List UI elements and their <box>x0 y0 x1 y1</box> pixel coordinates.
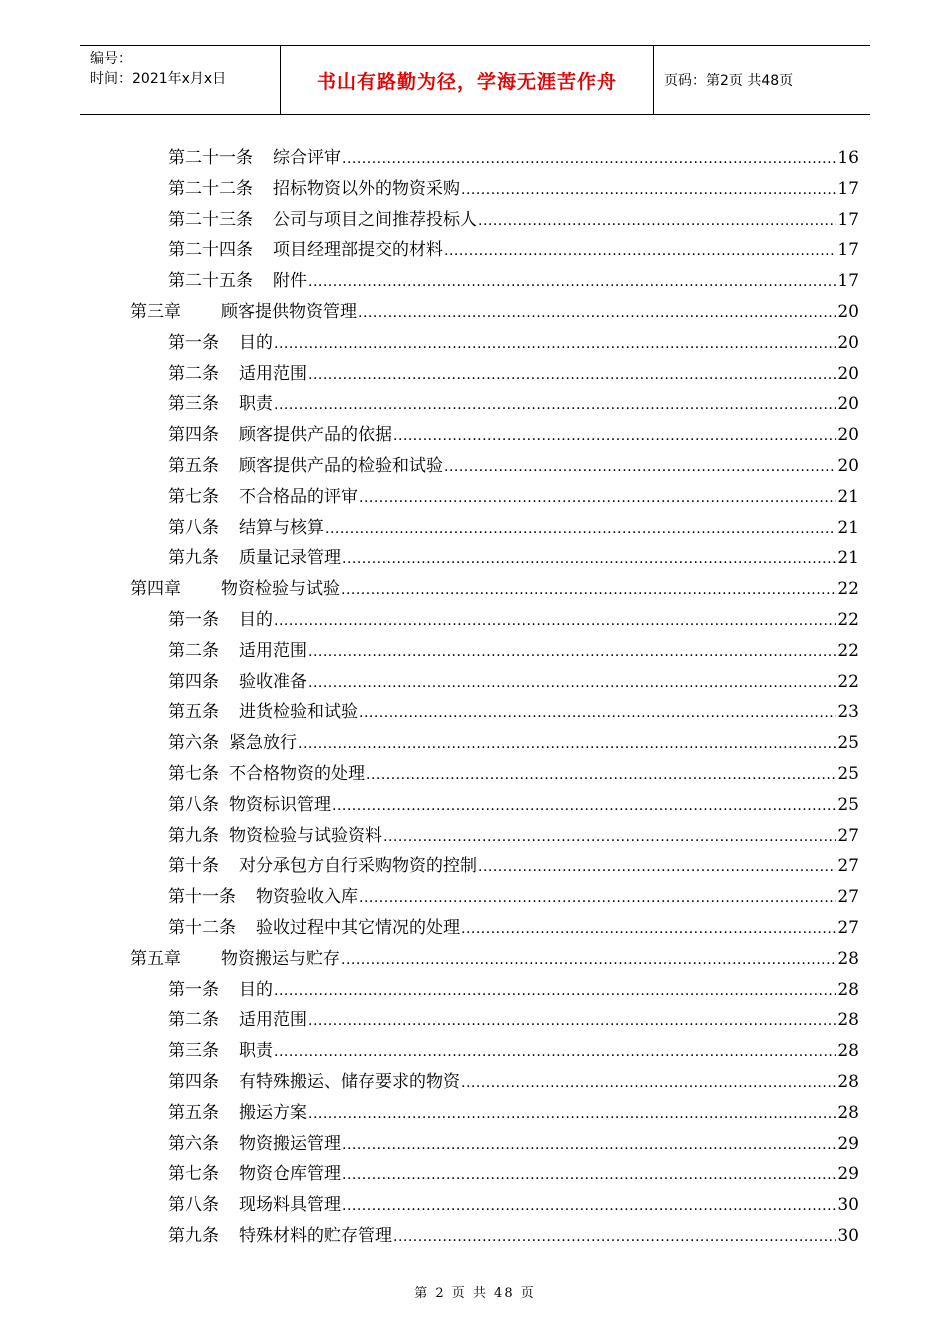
toc-entry-page: 21 <box>837 548 859 569</box>
toc-entry-title: 有特殊搬运、储存要求的物资 <box>239 1072 460 1092</box>
toc-article-entry[interactable] <box>168 1098 859 1128</box>
toc-entry-page: 27 <box>837 918 859 938</box>
toc-entry-page: 21 <box>837 517 859 538</box>
toc-entry-number: 第二十三条 <box>168 209 253 230</box>
toc-article-entry[interactable] <box>168 359 859 389</box>
toc-dot-leader <box>332 791 836 821</box>
toc-dot-leader <box>366 760 836 790</box>
toc-entry-page: 27 <box>837 887 859 908</box>
toc-entry-title: 职责 <box>239 1041 273 1062</box>
toc-article-entry[interactable] <box>168 543 859 573</box>
toc-entry-page: 22 <box>837 579 859 600</box>
toc-entry-number: 第八条 <box>168 794 219 815</box>
toc-article-entry[interactable] <box>168 728 859 758</box>
toc-dot-leader <box>393 1222 836 1252</box>
toc-article-entry[interactable] <box>168 328 859 358</box>
toc-entry-title: 物资检验与试验 <box>221 579 340 600</box>
toc-entry-title: 物资仓库管理 <box>239 1164 341 1185</box>
toc-entry-number: 第一条 <box>168 332 219 353</box>
toc-entry-page: 28 <box>837 1041 859 1062</box>
header-motto: 书山有路勤为径，学海无涯苦作舟 <box>281 46 654 114</box>
toc-dot-leader <box>461 914 836 944</box>
toc-entry-number: 第十条 <box>168 856 219 877</box>
toc-article-entry[interactable] <box>168 605 859 635</box>
toc-entry-number: 第二条 <box>168 363 219 384</box>
toc-entry-number: 第四条 <box>168 1072 219 1092</box>
toc-dot-leader <box>358 298 836 328</box>
toc-article-entry[interactable] <box>168 1159 859 1189</box>
toc-chapter-entry[interactable] <box>130 574 859 604</box>
toc-entry-title: 进货检验和试验 <box>239 702 358 723</box>
toc-entry-title: 物资标识管理 <box>229 794 331 815</box>
toc-entry-number: 第六条 <box>168 733 219 754</box>
toc-article-entry[interactable] <box>168 1129 859 1159</box>
toc-entry-page: 28 <box>837 1010 859 1031</box>
toc-entry-title: 适用范围 <box>239 640 307 661</box>
toc-article-entry[interactable] <box>168 235 859 265</box>
toc-entry-number: 第一条 <box>168 979 219 1000</box>
toc-entry-page: 29 <box>837 1133 859 1154</box>
toc-article-entry[interactable] <box>168 451 859 481</box>
toc-entry-page: 23 <box>837 702 859 723</box>
toc-entry-title: 结算与核算 <box>239 517 324 538</box>
toc-entry-number: 第三条 <box>168 394 219 415</box>
toc-article-entry[interactable] <box>168 143 859 173</box>
toc-entry-page: 20 <box>837 332 859 353</box>
toc-entry-number: 第十二条 <box>168 918 236 938</box>
toc-entry-title: 搬运方案 <box>239 1102 307 1123</box>
toc-entry-page: 28 <box>837 1102 859 1123</box>
toc-entry-number: 第七条 <box>168 1164 219 1185</box>
toc-entry-number: 第九条 <box>168 548 219 569</box>
toc-dot-leader <box>274 976 836 1006</box>
toc-entry-number: 第五条 <box>168 456 219 476</box>
toc-dot-leader <box>341 945 836 975</box>
toc-entry-number: 第六条 <box>168 1133 219 1154</box>
toc-entry-title: 职责 <box>239 394 273 415</box>
toc-article-entry[interactable] <box>168 389 859 419</box>
toc-article-entry[interactable] <box>168 697 859 727</box>
toc-entry-title: 不合格物资的处理 <box>229 764 365 784</box>
toc-entry-page: 17 <box>837 240 859 261</box>
toc-entry-number: 第五条 <box>168 702 219 723</box>
toc-entry-page: 27 <box>837 825 859 846</box>
toc-entry-title: 物资检验与试验资料 <box>229 825 382 846</box>
toc-dot-leader <box>342 144 836 174</box>
toc-article-entry[interactable] <box>168 759 859 789</box>
toc-dot-leader <box>274 390 836 420</box>
toc-dot-leader <box>274 1037 836 1067</box>
toc-entry-page: 29 <box>837 1164 859 1185</box>
toc-entry-title: 目的 <box>239 979 273 1000</box>
toc-entry-title: 目的 <box>239 610 273 630</box>
toc-dot-leader <box>274 606 836 636</box>
toc-article-entry[interactable] <box>168 667 859 697</box>
toc-entry-page: 17 <box>837 271 859 292</box>
toc-entry-page: 20 <box>837 425 859 446</box>
toc-entry-page: 28 <box>837 948 859 969</box>
toc-entry-title: 附件 <box>273 271 307 292</box>
toc-entry-number: 第十一条 <box>168 887 236 908</box>
toc-entry-title: 紧急放行 <box>229 733 297 754</box>
toc-entry-title: 物资搬运与贮存 <box>221 948 340 969</box>
toc-dot-leader <box>444 236 836 266</box>
toc-article-entry[interactable] <box>168 1036 859 1066</box>
page-footer: 第 2 页 共 48 页 <box>414 1286 536 1301</box>
toc-entry-number: 第八条 <box>168 1195 219 1216</box>
toc-article-entry[interactable] <box>168 790 859 820</box>
toc-dot-leader <box>359 883 836 913</box>
toc-article-entry[interactable] <box>168 1005 859 1035</box>
toc-entry-number: 第五条 <box>168 1102 219 1123</box>
document-time-label: 时间：2021年x月x日 <box>90 71 227 87</box>
toc-chapter-entry[interactable] <box>130 297 859 327</box>
toc-entry-page: 30 <box>837 1195 859 1216</box>
toc-article-entry[interactable] <box>168 513 859 543</box>
toc-entry-number: 第八条 <box>168 517 219 538</box>
toc-entry-page: 20 <box>837 394 859 415</box>
toc-dot-leader <box>461 1068 836 1098</box>
toc-entry-number: 第二十一条 <box>168 148 253 168</box>
toc-entry-page: 25 <box>837 764 859 784</box>
toc-entry-number: 第二十五条 <box>168 271 253 292</box>
toc-entry-title: 顾客提供物资管理 <box>221 302 357 322</box>
toc-dot-leader <box>308 267 836 297</box>
toc-entry-title: 目的 <box>239 332 273 353</box>
toc-entry-number: 第一条 <box>168 610 219 630</box>
toc-dot-leader <box>342 544 836 574</box>
toc-entry-page: 17 <box>837 178 859 199</box>
toc-entry-number: 第九条 <box>168 1226 219 1246</box>
toc-entry-title: 不合格品的评审 <box>239 486 358 507</box>
toc-entry-page: 28 <box>837 1072 859 1092</box>
toc-entry-page: 28 <box>837 979 859 1000</box>
toc-entry-page: 22 <box>837 640 859 661</box>
toc-entry-number: 第二十四条 <box>168 240 253 261</box>
toc-dot-leader <box>308 668 836 698</box>
document-number-label: 编号： <box>90 51 132 67</box>
toc-article-entry[interactable] <box>168 1221 859 1251</box>
toc-entry-page: 20 <box>837 456 859 476</box>
toc-entry-title: 项目经理部提交的材料 <box>273 240 443 261</box>
toc-entry-number: 第五章 <box>130 948 181 969</box>
toc-entry-title: 顾客提供产品的检验和试验 <box>239 456 443 476</box>
toc-entry-page: 20 <box>837 363 859 384</box>
toc-entry-number: 第三条 <box>168 1041 219 1062</box>
toc-entry-number: 第二条 <box>168 1010 219 1031</box>
toc-entry-number: 第二条 <box>168 640 219 661</box>
toc-article-entry[interactable] <box>168 1190 859 1220</box>
toc-dot-leader <box>383 822 836 852</box>
toc-entry-title: 综合评审 <box>273 148 341 168</box>
toc-article-entry[interactable] <box>168 913 859 943</box>
toc-dot-leader <box>274 329 836 359</box>
toc-entry-title: 物资搬运管理 <box>239 1133 341 1154</box>
toc-article-entry[interactable] <box>168 821 859 851</box>
toc-article-entry[interactable] <box>168 174 859 204</box>
toc-entry-page: 22 <box>837 671 859 692</box>
toc-article-entry[interactable] <box>168 266 859 296</box>
toc-dot-leader <box>342 1160 836 1190</box>
toc-entry-page: 27 <box>837 856 859 877</box>
toc-article-entry[interactable] <box>168 975 859 1005</box>
toc-entry-title: 适用范围 <box>239 363 307 384</box>
toc-entry-title: 物资验收入库 <box>256 887 358 908</box>
toc-article-entry[interactable] <box>168 205 859 235</box>
toc-dot-leader <box>461 175 836 205</box>
toc-entry-title: 特殊材料的贮存管理 <box>239 1226 392 1246</box>
toc-entry-page: 30 <box>837 1226 859 1246</box>
toc-dot-leader <box>393 421 836 451</box>
toc-dot-leader <box>478 206 836 236</box>
header-meta <box>80 46 281 114</box>
toc-entry-title: 验收过程中其它情况的处理 <box>256 918 460 938</box>
toc-entry-title: 验收准备 <box>239 671 307 692</box>
toc-dot-leader <box>308 1099 836 1129</box>
toc-entry-title: 适用范围 <box>239 1010 307 1031</box>
toc-entry-number: 第四章 <box>130 579 181 600</box>
toc-entry-title: 现场料具管理 <box>239 1195 341 1216</box>
toc-entry-title: 对分承包方自行采购物资的控制 <box>239 856 477 877</box>
toc-article-entry[interactable] <box>168 420 859 450</box>
toc-entry-number: 第七条 <box>168 486 219 507</box>
toc-dot-leader <box>342 1130 836 1160</box>
toc-article-entry[interactable] <box>168 851 859 881</box>
toc-dot-leader <box>359 483 836 513</box>
toc-chapter-entry[interactable] <box>130 944 859 974</box>
toc-dot-leader <box>341 575 836 605</box>
header-page-label: 页码：第2页 共48页 <box>664 73 794 89</box>
toc-dot-leader <box>478 852 836 882</box>
toc-entry-page: 22 <box>837 610 859 630</box>
toc-entry-title: 顾客提供产品的依据 <box>239 425 392 446</box>
toc-article-entry[interactable] <box>168 482 859 512</box>
toc-entry-number: 第四条 <box>168 425 219 446</box>
toc-entry-number: 第四条 <box>168 671 219 692</box>
toc-dot-leader <box>325 514 836 544</box>
toc-dot-leader <box>359 698 836 728</box>
toc-dot-leader <box>342 1191 836 1221</box>
toc-entry-title: 公司与项目之间推荐投标人 <box>273 209 477 230</box>
toc-dot-leader <box>444 452 836 482</box>
toc-article-entry[interactable] <box>168 1067 859 1097</box>
toc-entry-number: 第九条 <box>168 825 219 846</box>
toc-dot-leader <box>308 1006 836 1036</box>
toc-dot-leader <box>298 729 836 759</box>
toc-entry-page: 21 <box>837 486 859 507</box>
toc-entry-page: 16 <box>837 148 859 168</box>
toc-entry-page: 17 <box>837 209 859 230</box>
toc-dot-leader <box>308 637 836 667</box>
page-header <box>80 45 870 115</box>
toc-article-entry[interactable] <box>168 882 859 912</box>
toc-entry-page: 25 <box>837 794 859 815</box>
toc-article-entry[interactable] <box>168 636 859 666</box>
toc-entry-title: 质量记录管理 <box>239 548 341 569</box>
toc-entry-page: 25 <box>837 733 859 754</box>
toc-entry-title: 招标物资以外的物资采购 <box>273 178 460 199</box>
toc-entry-number: 第三章 <box>130 302 181 322</box>
toc-entry-number: 第二十二条 <box>168 178 253 199</box>
toc-entry-page: 20 <box>837 302 859 322</box>
toc-dot-leader <box>308 360 836 390</box>
toc-entry-number: 第七条 <box>168 764 219 784</box>
